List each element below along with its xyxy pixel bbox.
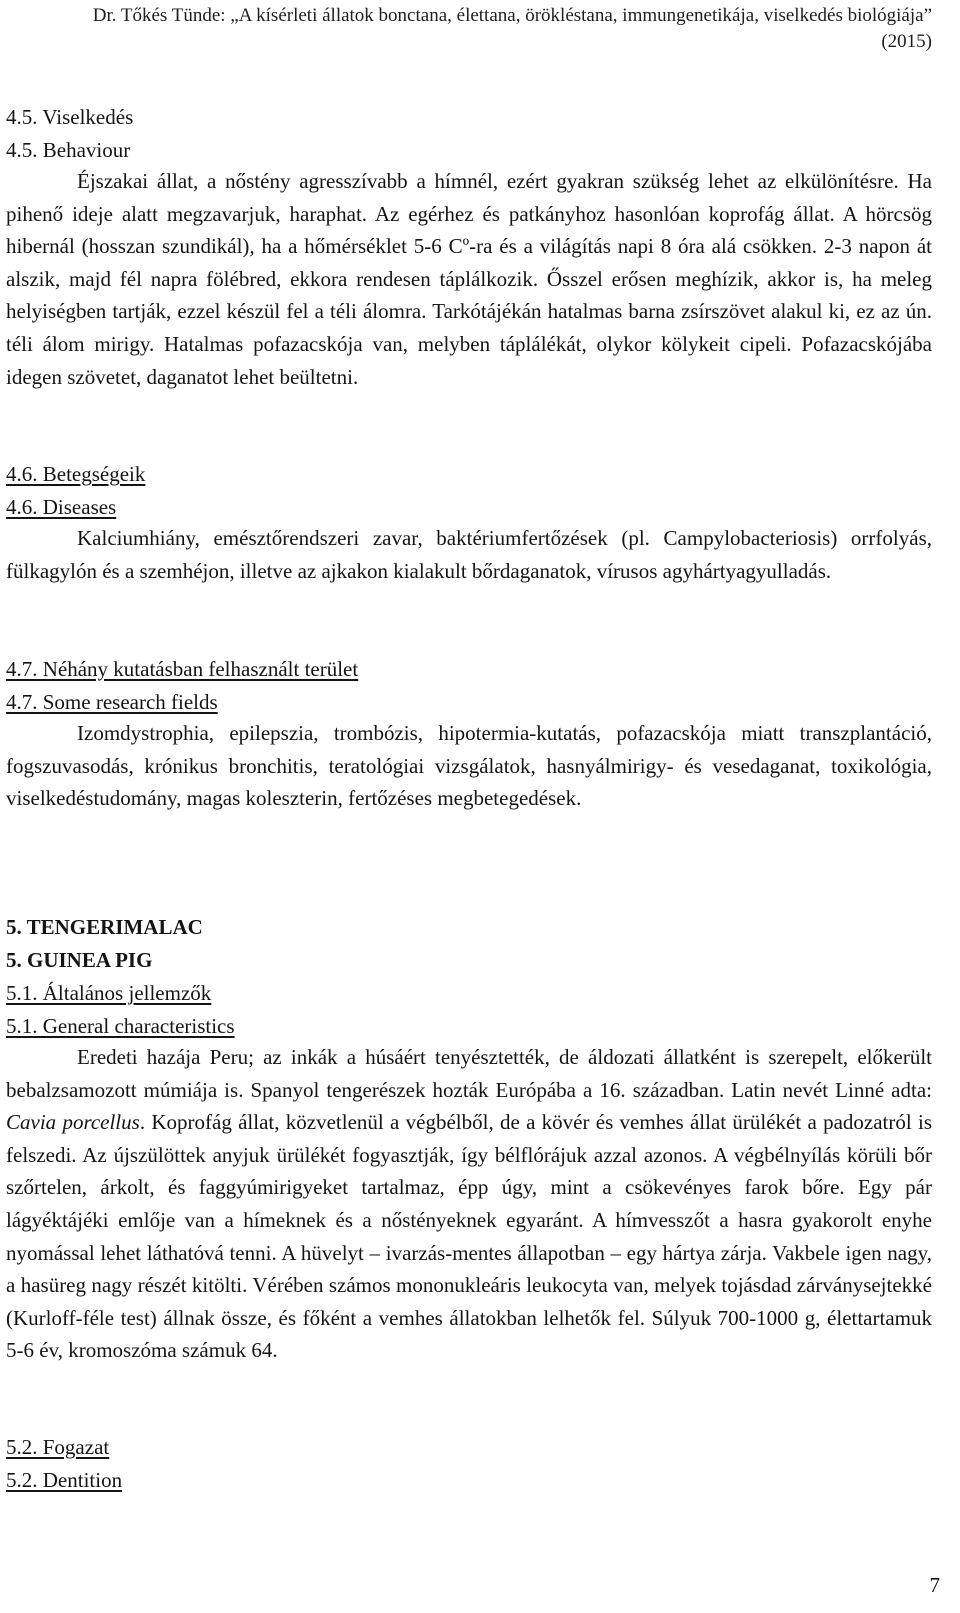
chapter-title-en: 5. GUINEA PIG xyxy=(6,948,153,972)
paragraph-behaviour xyxy=(6,165,932,393)
page-number: 7 xyxy=(929,1573,940,1597)
heading-behaviour-en: 4.5. Behaviour xyxy=(6,138,131,162)
heading-general-hu: 5.1. Általános jellemzők xyxy=(6,981,212,1005)
general-text-before: Eredeti hazája Peru; az inkák a húsáért tenyésztették, de áldozati állatként is szerepelt, előkerült bebalzsamozott múmiája is. Spanyol tengerészek hozták Európába a 16. században. Latin nevét Linné adta: xyxy=(6,1045,932,1102)
general-text-after: . Koprofág állat, közvetlenül a végbélből, de a kövér és vemhes állat ürülékét a padozatról is felszedi. Az újszülöttek anyjuk ürülékét fogyasztják, így bélflórájuk azzal azonos. A végbélnyílás körüli bőr szőrtelen, árkolt, és faggyúmirigyeket tartalmaz, épp úgy, mint a csökevényes farok bőre. Egy pár lágyéktájéki emlője van a hímeknek és a nőstényeknek egyaránt. A hímvesszőt a hasra gyakorolt enyhe nyomással lehet láthatóvá tenni. A hüvelyt – ivarzás-mentes állapotban – egy hártya zárja. Vakbele igen nagy, a hasüreg nagy részét kitölti. Vérében számos mononukleáris leukocyta van, melyek tojásdad zárványsejtekké (Kurloff-féle test) állnak össze, és főként a vemhes állatokban lelhetők fel. Súlyuk 700-1000 g, élettartamuk 5-6 év, kromoszóma számuk 64. xyxy=(6,1110,932,1363)
paragraph-general xyxy=(6,1041,932,1367)
research-text: Izomdystrophia, epilepszia, trombózis, hipotermia-kutatás, pofazacskója miatt transzplantáció, fogszuvasodás, krónikus bronchitis, teratológiai vizsgálatok, hasnyálmirigy- és vesedaganat, toxikológia, viselkedéstudomány, magas koleszterin, fertőzéses megbetegedések. xyxy=(6,721,932,811)
header-line-1: Dr. Tőkés Tünde: „A kísérleti állatok bonctana, élettana, örökléstana, immungenetikája, viselkedés biológiája” xyxy=(92,5,932,26)
heading-general-en: 5.1. General characteristics xyxy=(6,1014,235,1038)
heading-dentition-en: 5.2. Dentition xyxy=(6,1468,123,1492)
heading-research-en: 4.7. Some research fields xyxy=(6,690,218,714)
latin-name: Cavia porcellus xyxy=(6,1110,140,1135)
header-line-2: (2015) xyxy=(881,31,932,52)
paragraph-research xyxy=(6,717,932,815)
heading-behaviour-hu: 4.5. Viselkedés xyxy=(6,105,134,129)
heading-diseases-en: 4.6. Diseases xyxy=(6,495,117,519)
chapter-title-hu: 5. TENGERIMALAC xyxy=(6,915,203,939)
paragraph-diseases xyxy=(6,522,932,587)
diseases-text: Kalciumhiány, emésztőrendszeri zavar, baktériumfertőzések (pl. Campylobacteriosis) orrfolyás, fülkagylón és a szemhéjon, illetve az ajkakon kialakult bőrdaganatok, vírusos agyhártyagyulladás. xyxy=(6,526,932,583)
heading-diseases-hu: 4.6. Betegségeik xyxy=(6,462,146,486)
running-header xyxy=(6,3,932,55)
heading-research-hu: 4.7. Néhány kutatásban felhasznált terület xyxy=(6,657,359,681)
behaviour-text: Éjszakai állat, a nőstény agresszívabb a hímnél, ezért gyakran szükség lehet az elkülönítésre. Ha pihenő ideje alatt megzavarjuk, haraphat. Az egérhez és patkányhoz hasonlóan koprofág állat. A hörcsög hibernál (hosszan szundikál), ha a hőmérséklet 5-6 Cº-ra és a világítás napi 8 óra alá csökken. 2-3 napon át alszik, majd fél napra fölébred, ekkora rendesen táplálkozik. Ősszel erősen meghízik, akkor is, ha meleg helyiségben tartják, ezzel készül fel a téli álomra. Tarkótájékán hatalmas barna zsírszövet alakul ki, ez az ún. téli álom mirigy. Hatalmas pofazacskója van, melyben táplálékát, olykor kölykeit cipeli. Pofazacskójába idegen szövetet, daganatot lehet beültetni. xyxy=(6,169,932,389)
heading-dentition-hu: 5.2. Fogazat xyxy=(6,1435,110,1459)
